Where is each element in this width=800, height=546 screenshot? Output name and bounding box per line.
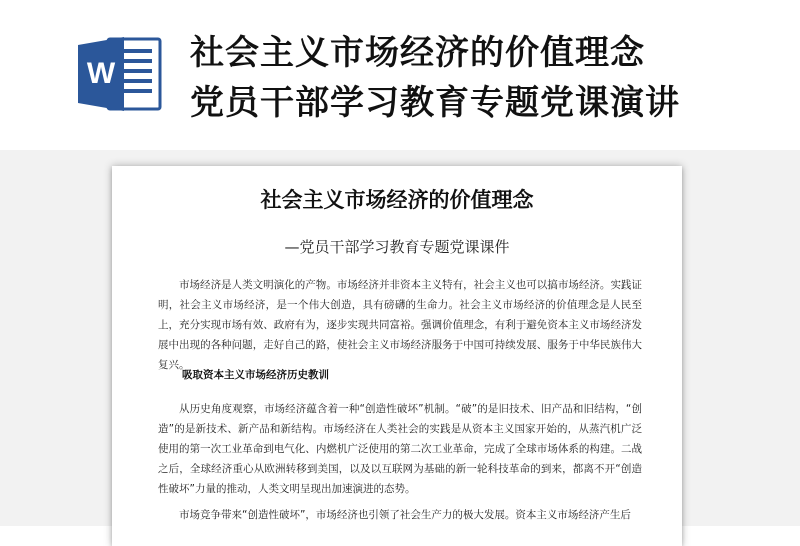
document-title: 社会主义市场经济的价值理念: [260, 188, 534, 212]
section-heading: 吸取资本主义市场经济历史教训: [182, 369, 329, 381]
paragraph-history: 从历史角度观察，市场经济蕴含着一种“创造性破坏”机制。“破”的是旧技术、旧产品和旧结构，“创造”的是新技术、新产品和新结构。市场经济在人类社会的实践是从资本主义国家开始的，从蒸汽机广泛使用的第一次工业革命到电气化、内燃机广泛使用的第二次工业革命，完成了全球市场体系的构建。二战之后，全球经济重心从欧洲转移到美国，以及以互联网为基础的新一轮科技革命的到来，都离不开“创造性破坏”力量的推动，人类文明呈现出加速演进的态势。: [158, 403, 642, 495]
paragraph-intro: 市场经济是人类文明演化的产物。市场经济并非资本主义特有，社会主义也可以搞市场经济。实践证明，社会主义市场经济，是一个伟大创造，具有磅礴的生命力。社会主义市场经济的价值理念是人民至上，充分实现市场有效、政府有为，逐步实现共同富裕。强调价值理念，有利于避免资本主义市场经济发展中出现的各种问题，走好自己的路，使社会主义市场经济服务于中国可持续发展、服务于中华民族伟大复兴。: [158, 279, 642, 371]
banner: [0, 0, 800, 150]
banner-title: [190, 28, 680, 128]
document-page[interactable]: [112, 166, 682, 546]
banner-title-line2: 党员干部学习教育专题党课演讲: [190, 83, 680, 123]
document-subtitle: —党员干部学习教育专题党课课件: [284, 238, 510, 256]
paragraph-competition: 市场竞争带来“创造性破坏”，市场经济也引领了社会生产力的极大发展。资本主义市场经济产生后: [179, 509, 631, 521]
word-logo-letter: W: [86, 57, 116, 90]
banner-title-line1: 社会主义市场经济的价值理念: [190, 33, 645, 73]
word-document-icon: [78, 35, 164, 113]
